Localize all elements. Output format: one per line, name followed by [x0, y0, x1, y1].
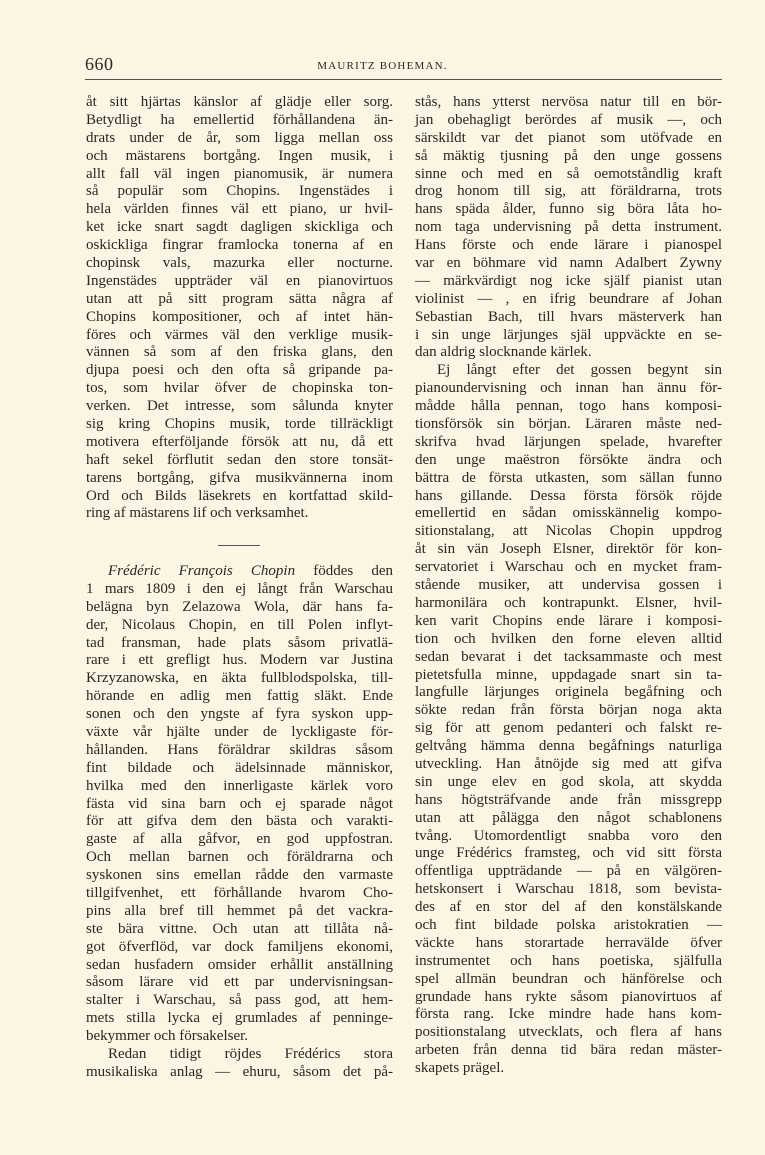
text-line: i sin unge lärjunges själ uppväckte en se-: [415, 326, 722, 343]
text-span: föddes den: [295, 563, 393, 579]
italic-name: Frédéric François Chopin: [108, 563, 296, 579]
text-line: så mäktig tjusning på den unge gossens: [415, 147, 722, 164]
text-line: pietetsfulla minne, uppdagade snart sin ta-: [415, 666, 722, 683]
text-line: spel allmän beundran och hänförelse och: [415, 970, 722, 987]
paragraph: [86, 94, 393, 523]
text-line: Hans förste och ende lärare i pianospel: [415, 237, 722, 254]
text-line: grundade hans rykte såsom pianovirtuos af: [415, 988, 722, 1005]
header-rule: [85, 79, 722, 80]
text-line: musikaliska anlag — ehuru, såsom det på-: [86, 1063, 393, 1080]
text-line: offentliga uppträdande — på en välgören-: [415, 863, 722, 880]
text-line: ste bära vittne. Och utan att tillåta nå-: [86, 920, 393, 937]
text-line: särskildt var det pianot som utöfvade en: [415, 129, 722, 146]
text-line: sig kring Chopins musik, torde tillräckligt: [86, 416, 393, 433]
text-line: drats under de år, som ligga mellan oss: [86, 129, 393, 146]
text-line: Krzyzanowska, en äkta fullblodspolska, till-: [86, 670, 393, 687]
paragraph: [415, 94, 722, 362]
text-line: ring af mästarens lif och verksamhet.: [86, 505, 309, 522]
text-line: ket icke snart sagdt dagligen skickliga och: [86, 219, 393, 236]
text-line: positionstalang utvecklats, och flera af hans: [415, 1024, 722, 1041]
text-line: sitionstalang, att Nicolas Chopin uppdrog: [415, 523, 722, 540]
text-line: stalter i Warschau, så pass god, att hem-: [86, 992, 393, 1009]
text-line: hans högtsträfvande ande från missgrepp: [415, 791, 722, 808]
right-column: [415, 94, 722, 1078]
section-divider: [218, 545, 260, 546]
text-line: sedan husfadern omsider erhållit anställning: [86, 956, 393, 973]
text-line: växte vår hjälte under de lyckligaste för-: [86, 724, 393, 741]
text-line: — märkvärdigt nog icke själf pianist utan: [415, 272, 722, 289]
text-line: såsom lärare vid ett par undervisningsan-: [86, 974, 393, 991]
text-line: och mästarens bortgång. Ingen musik, i: [86, 147, 393, 164]
page-number: 660: [85, 54, 114, 74]
text-line: åt sin vän Joseph Elsner, direktör för kon-: [415, 541, 722, 558]
text-line: hörande en adlig men fattig släkt. Ende: [86, 688, 393, 705]
text-line: [86, 563, 393, 581]
text-line: tos, som hvilar öfver de chopinska ton-: [86, 380, 393, 397]
text-line: skrifva hvad lärjungen spelade, hvarefter: [415, 433, 722, 450]
text-line: hållanden. Hans föräldrar skildras såsom: [86, 741, 393, 758]
text-line: fint bildade och ädelsinnade människor,: [86, 759, 393, 776]
text-line: utveckling. Han åtnöjde sig med att gifva: [415, 755, 722, 772]
text-line: langfulle lärjunges originela begåfning och: [415, 684, 722, 701]
text-line: allt fall väl ingen pianomusik, är numera: [86, 165, 393, 182]
text-line: syskonen sins emellan rådde den varmaste: [86, 867, 393, 884]
text-line: utan att pålägga den något schablonens: [415, 809, 722, 826]
text-line: sinne och med en så oemotståndlig kraft: [415, 165, 722, 182]
text-line: för att gifva dem den bästa och varakti-: [86, 813, 393, 830]
text-line: sökte redan från första början noga akta: [415, 702, 722, 719]
text-line: tad fransman, hade plats såsom privatlä-: [86, 634, 393, 651]
text-line: bättra de första utkasten, som sällan funno: [415, 469, 722, 486]
text-line: tarens bortgång, gifva musikvännerna inom: [86, 469, 393, 486]
left-column: [86, 94, 393, 523]
text-line: fästa vid sina barn och ej sparade något: [86, 795, 393, 812]
text-line: emellertid en sådan omisskännelig kompo-: [415, 505, 722, 522]
text-line: tion och hvilken den forne eleven alltid: [415, 630, 722, 647]
text-line: motivera efterföljande försök att nu, då ett: [86, 433, 393, 450]
text-line: Sebastian Bach, till hvars mästerverk han: [415, 308, 722, 325]
text-line: des af en stor del af den konstälskande: [415, 899, 722, 916]
text-line: sin unge elev en god skola, att skydda: [415, 773, 722, 790]
text-line: mets stilla lycka ej grumlades af penninge-: [86, 1010, 393, 1027]
text-line: verken. Det intresse, som sålunda knyter: [86, 398, 393, 415]
text-line: jan obehagligt berördes af musik —, och: [415, 111, 722, 128]
text-line: tionsförsök sin början. Läraren måste ned-: [415, 416, 722, 433]
running-head: MAURITZ BOHEMAN.: [317, 60, 448, 72]
text-line: instrumentet och hans poetiska, själfulla: [415, 952, 722, 969]
text-line: hans gillande. Dessa första försök röjde: [415, 487, 722, 504]
text-line: belägna byn Zelazowa Wola, där hans fa-: [86, 598, 393, 615]
text-line: hetskonsert i Warschau 1818, som bevista-: [415, 881, 722, 898]
text-line: Ord och Bilds läsekrets en kortfattad skild-: [86, 487, 393, 504]
text-line: arbeten från denna tid bära redan mäster-: [415, 1042, 722, 1059]
left-column-continued: [86, 563, 393, 1082]
text-line: Chopins kompositioner, och af intet hän-: [86, 308, 393, 325]
text-line: dan aldrig slocknande kärlek.: [415, 344, 592, 361]
text-line: gaste af alla gåfvor, en god uppfostran.: [86, 831, 393, 848]
text-line: Och mellan barnen och föräldrarna och: [86, 849, 393, 866]
text-line: Redan tidigt röjdes Frédérics stora: [108, 1046, 393, 1063]
paragraph: [86, 1046, 393, 1082]
text-line: haft sekel förflutit sedan den store tonsät-: [86, 451, 393, 468]
text-line: var en böhmare vid namn Adalbert Zywny: [415, 255, 722, 272]
text-line: ken varit Chopins ende lärare i komposi-: [415, 612, 722, 629]
text-line: chopinsk vals, mazurka eller nocturne.: [86, 255, 393, 272]
text-line: vännen så som af den friska glans, den: [86, 344, 393, 361]
text-line: drog honom till sig, att föräldrarna, trots: [415, 183, 722, 200]
text-line: bekymmer och försakelser.: [86, 1028, 249, 1045]
text-line: tvång. Utomordentligt snabba voro den: [415, 827, 722, 844]
text-line: geltvång hämma denna begåfnings naturliga: [415, 738, 722, 755]
text-line: sedan bevarat i det tacksammaste och mest: [415, 648, 722, 665]
text-line: pins alla bref till hemmet på det vackra-: [86, 902, 393, 919]
text-line: hvilka med den innerligaste kärlek voro: [86, 777, 393, 794]
text-line: hans späda ålder, funno sig böra låta ho-: [415, 201, 722, 218]
text-line: Ingenstädes uppträder väl en pianovirtuos: [86, 272, 393, 289]
text-line: violinist — , en ifrig beundrare af Johan: [415, 290, 722, 307]
text-line: unge Frédérics framsteg, och vid sitt första: [415, 845, 722, 862]
text-line: harmonilära och kontrapunkt. Elsner, hvil-: [415, 594, 722, 611]
text-line: första rang. Icke mindre hade hans kom-: [415, 1006, 722, 1023]
text-line: servatoriet i Warschau och en mycket fram-: [415, 559, 722, 576]
text-line: tillgifvenhet, ett förhållande hvarom Cho-: [86, 885, 393, 902]
text-line: der, Nicolaus Chopin, en till Polen inflyt-: [86, 616, 393, 633]
paragraph: [415, 362, 722, 1078]
text-line: åt sitt hjärtas känslor af glädje eller sorg.: [86, 94, 393, 110]
text-line: så populär som Chopins. Ingenstädes i: [86, 183, 393, 200]
paragraph: [86, 563, 393, 1046]
text-line: mådde hålla pennan, togo hans komposi-: [415, 398, 722, 415]
text-line: sig för att genom pedanteri och falskt re-: [415, 720, 722, 737]
text-line: nom taga undervisning på detta instrument.: [415, 219, 722, 236]
text-line: och fint bildade polska aristokratien —: [415, 916, 722, 933]
text-line: väckte hans storartade herravälde öfver: [415, 934, 722, 951]
text-line: hela världen finnes väl ett piano, ur hvil-: [86, 201, 393, 218]
text-line: djupa poesi och den ofta så gripande pa-: [86, 362, 393, 379]
text-line: skapets prägel.: [415, 1060, 505, 1077]
text-line: stående musiker, att undervisa gossen i: [415, 577, 722, 594]
text-line: Betydligt ha emellertid förhållandena än-: [86, 111, 393, 128]
text-line: rare i ett grefligt hus. Modern var Justina: [86, 652, 393, 669]
text-line: 1 mars 1809 i den ej långt från Warschau: [86, 580, 393, 597]
text-line: oskickliga fingrar framlocka tonerna af en: [86, 237, 393, 254]
text-line: sonen och den yngste af fyra syskon upp-: [86, 706, 393, 723]
text-line: got öfverflöd, var dock familjens ekonomi,: [86, 938, 393, 955]
text-line: föres och värmes väl den verklige musik-: [86, 326, 393, 343]
text-line: utan att på sitt program sätta några af: [86, 290, 393, 307]
text-line: pianoundervisning och innan han ännu för-: [415, 380, 722, 397]
text-line: stås, hans ytterst nervösa natur till en bör-: [415, 94, 722, 110]
text-line: den unge maëstron försökte ändra och: [415, 451, 722, 468]
text-line: Ej långt efter det gossen begynt sin: [437, 362, 722, 379]
